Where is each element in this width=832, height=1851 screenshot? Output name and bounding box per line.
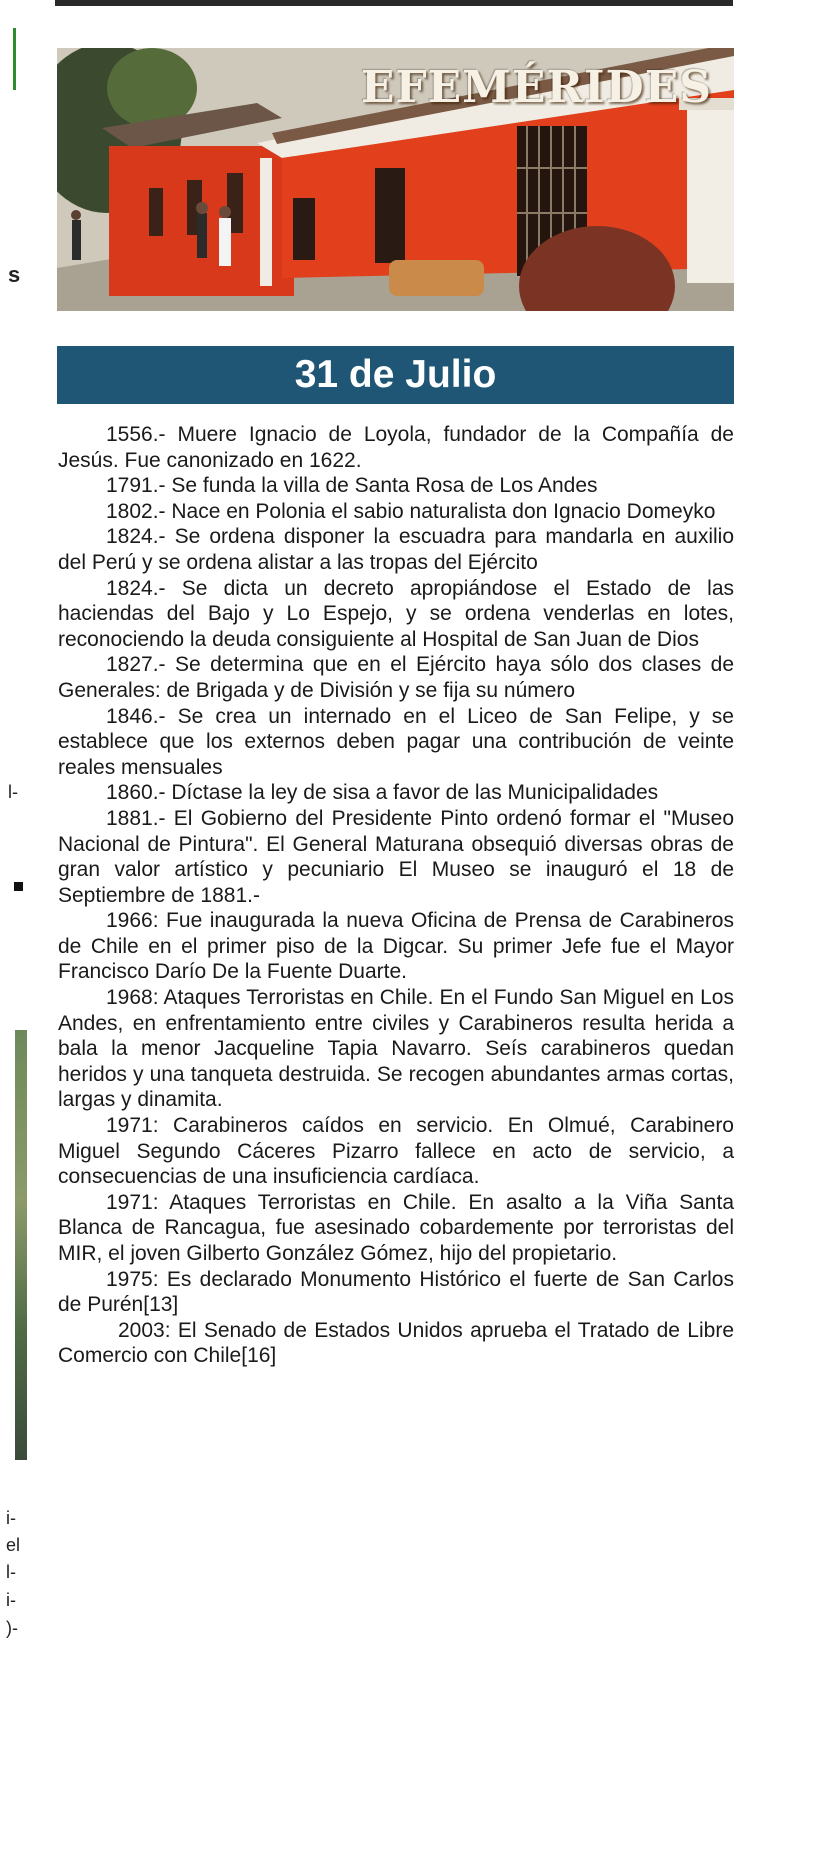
entry-item: 1824.- Se ordena disponer la escuadra para mandarla en auxilio del Perú y se ordena alistar a las tropas del Ejército [58, 525, 734, 574]
entry-item: 1827.- Se determina que en el Ejército haya sólo dos clases de Generales: de Brigada y de División y se fija su número [58, 653, 734, 702]
banner-title: EFEMÉRIDES [360, 62, 712, 113]
neighbor-column-edge [0, 0, 38, 1851]
edge-mark: l- [8, 782, 18, 802]
top-rule [55, 0, 733, 6]
entry-item: 1966: Fue inaugurada la nueva Oficina de Prensa de Carabineros de Chile en el primer piso de la Digcar. Su primer Jefe fue el Mayor Francisco Darío De la Fuente Duarte. [58, 909, 734, 984]
entry-item: 1881.- El Gobierno del Presidente Pinto ordenó formar el "Museo Nacional de Pintura". El General Maturana obsequió diversas obras de gran valor artístico y pecuniario El Museo se inauguró el 18 de Septiembre de 1881.- [58, 806, 734, 907]
edge-mark: )- [6, 1618, 18, 1638]
entry-item: 1968: Ataques Terroristas en Chile. En el Fundo San Miguel en Los Andes, en enfrentamiento entre civiles y Carabineros resulta herida a bala la menor Jacqueline Tapia Navarro. Seís carabineros quedan heridos y una tanqueta destruida. Se recogen abundantes armas cortas, largas y dinamita. [58, 986, 734, 1112]
entry-item: 1556.- Muere Ignacio de Loyola, fundador de la Compañía de Jesús. Fue canonizado en 1622. [58, 423, 734, 472]
edge-mark: i- [6, 1590, 16, 1610]
edge-mark: l- [6, 1562, 16, 1582]
entry-item: 2003: El Senado de Estados Unidos aprueba el Tratado de Libre Comercio con Chile[16] [58, 1318, 734, 1368]
entry-item: 1846.- Se crea un internado en el Liceo de San Felipe, y se establece que los externos deben pagar una contribución de veinte reales mensuales [58, 704, 734, 779]
entry-item: 1791.- Se funda la villa de Santa Rosa de Los Andes [106, 474, 598, 498]
edge-photo-strip [15, 1030, 27, 1460]
date-header-text: 31 de Julio [294, 353, 497, 396]
entry-item: 1860.- Díctase la ley de sisa a favor de las Municipalidades [106, 781, 659, 805]
entry-item: 1802.- Nace en Polonia el sabio naturalista don Ignacio Domeyko [106, 499, 716, 523]
edge-mark: s [8, 262, 21, 287]
edge-mark: el [6, 1535, 21, 1555]
entry-item: 1975: Es declarado Monumento Histórico el fuerte de San Carlos de Purén[13] [58, 1267, 734, 1317]
edge-square-mark [14, 882, 23, 891]
edge-mark: i- [6, 1508, 16, 1528]
entry-item: 1971: Carabineros caídos en servicio. En Olmué, Carabinero Miguel Segundo Cáceres Pizarro fallece en acto de servicio, a consecuencias de una insuficiencia cardíaca. [58, 1114, 734, 1189]
header-banner-image [57, 48, 734, 311]
entry-item: 1971: Ataques Terroristas en Chile. En asalto a la Viña Santa Blanca de Rancagua, fue asesinado cobardemente por terroristas del MIR, el joven Gilberto González Gómez, hijo del propietario. [58, 1190, 734, 1265]
date-header [57, 346, 734, 404]
ephemerides-list [58, 422, 734, 1369]
entry-item: 1824.- Se dicta un decreto apropiándose el Estado de las haciendas del Bajo y Lo Espejo, y se ordena venderlas en lotes, reconociendo la deuda consiguiente al Hospital de San Juan de Dios [58, 576, 734, 651]
